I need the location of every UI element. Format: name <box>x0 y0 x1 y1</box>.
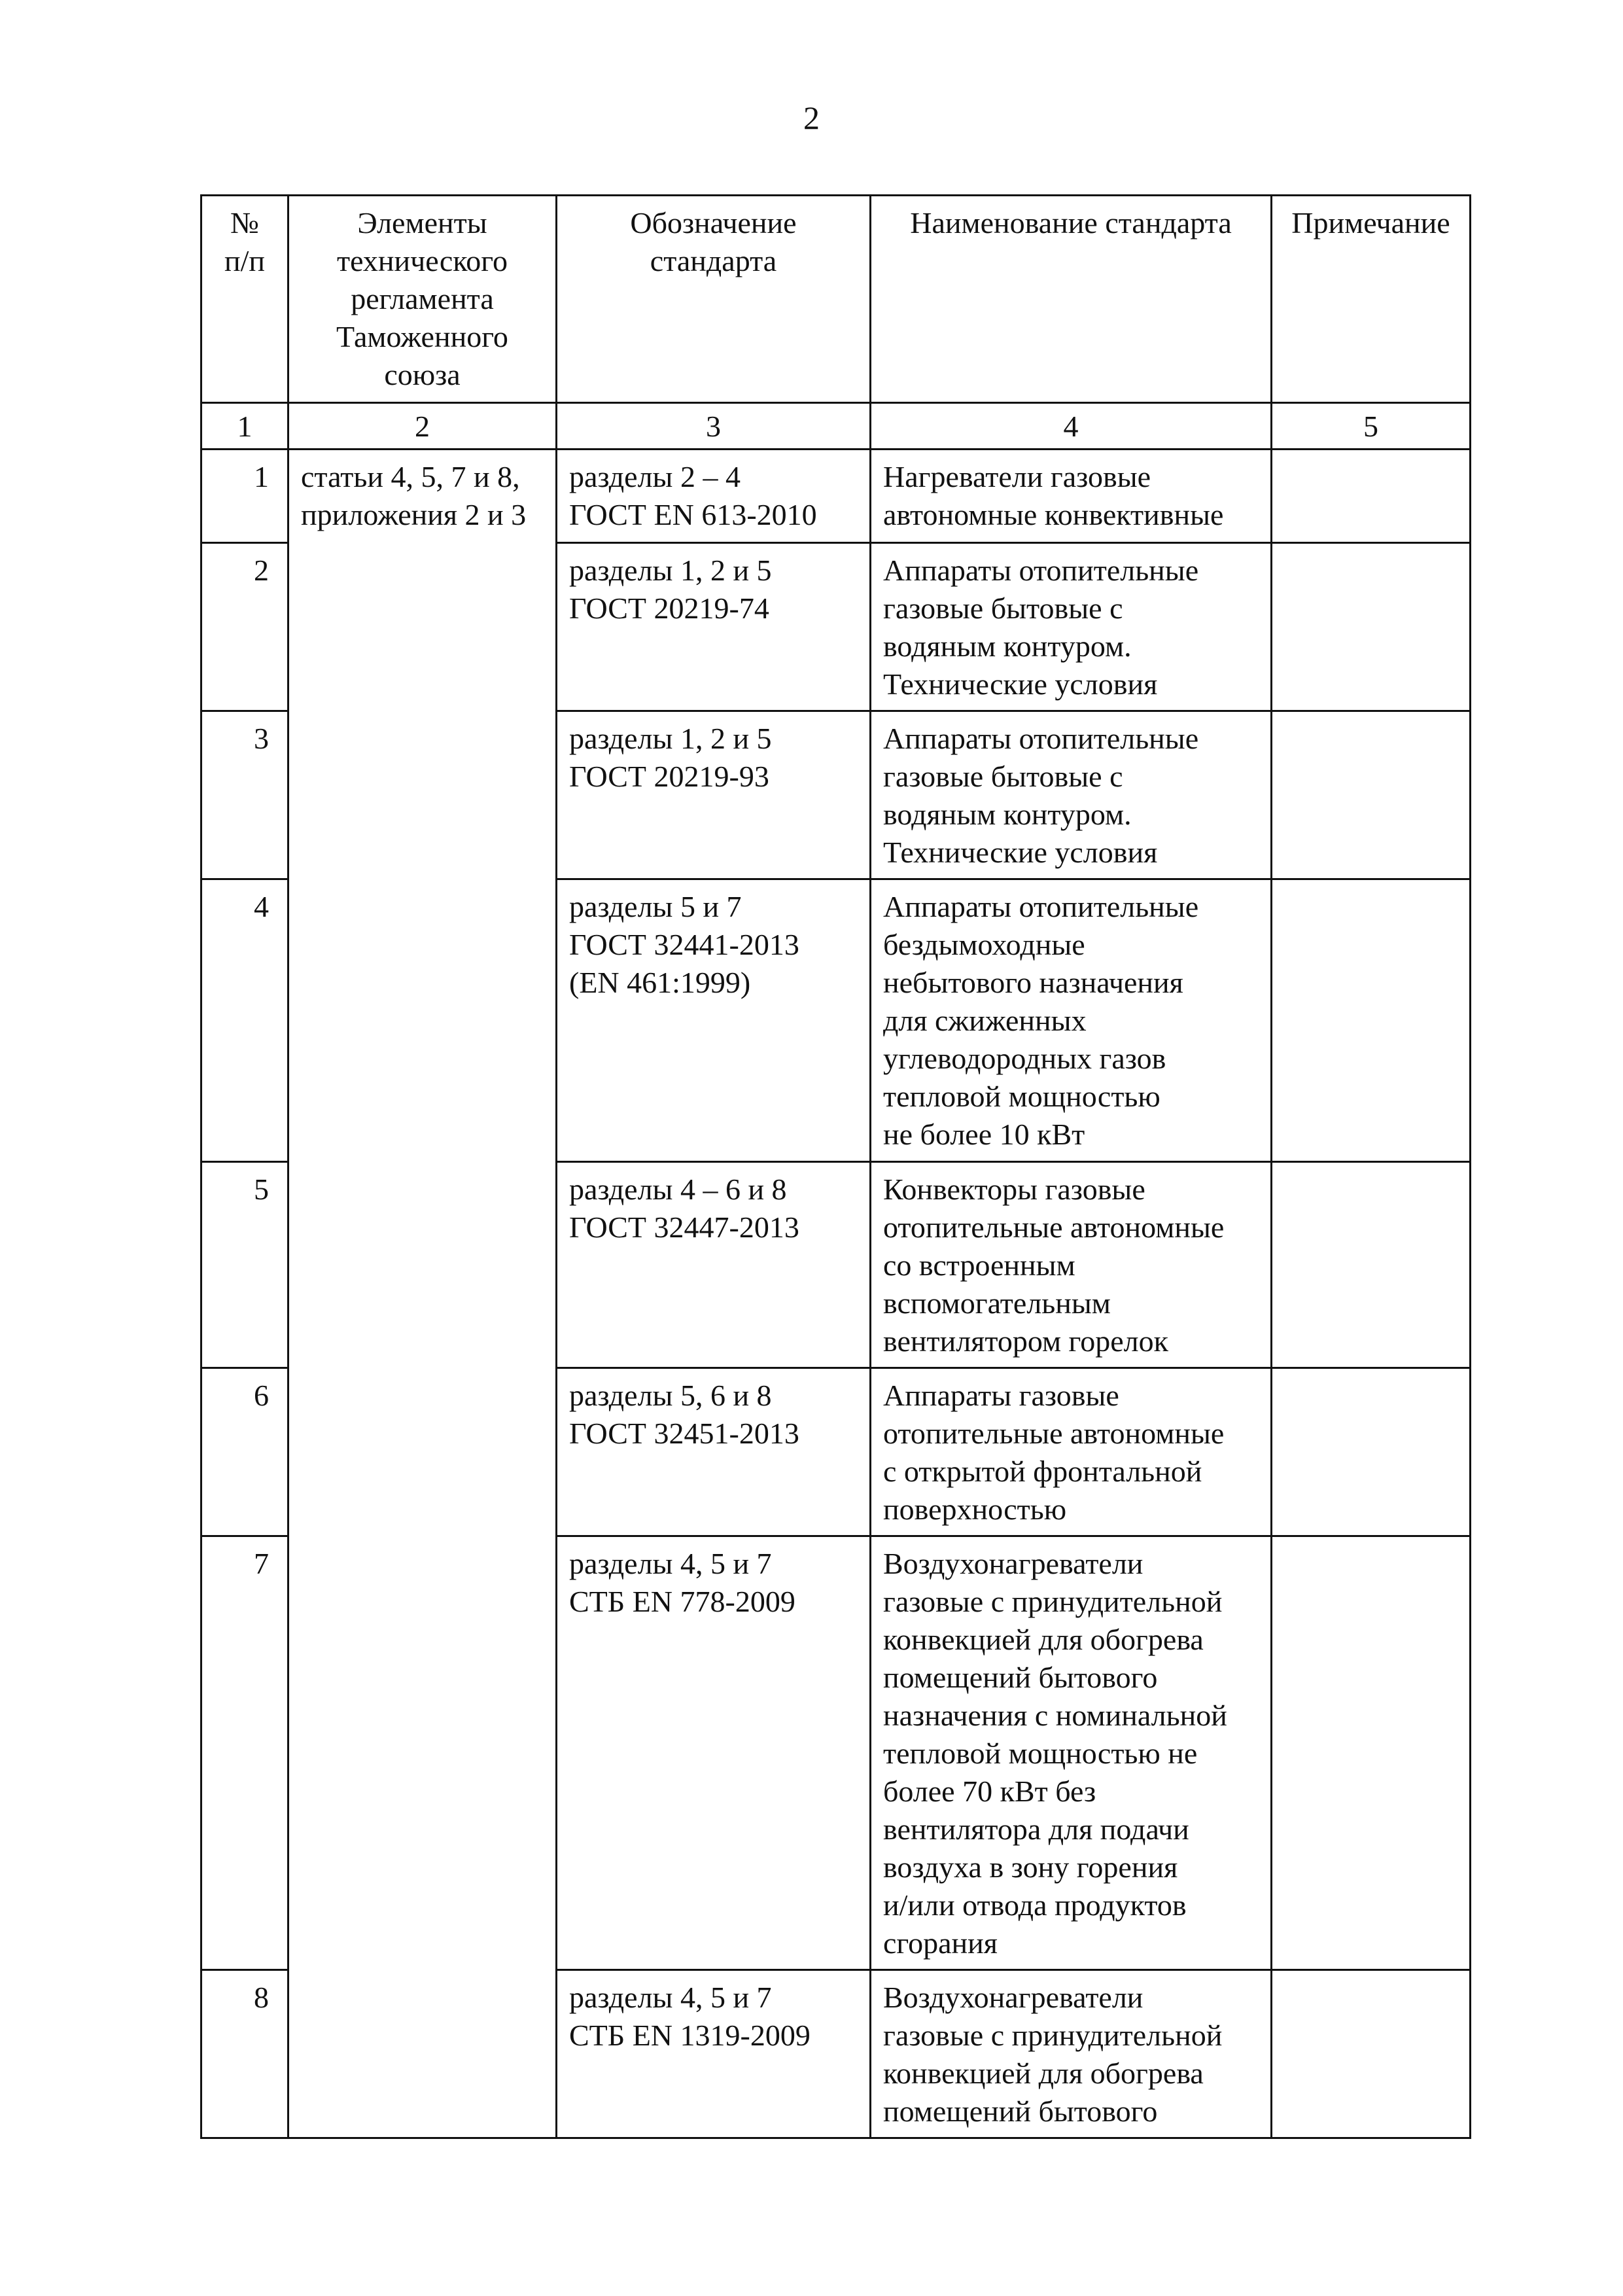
standard-note <box>1272 1970 1471 2138</box>
standard-name: Аппараты отопительные бездымоходные небытового назначения для сжиженных углеводородных газов тепловой мощностью не более 10 кВт <box>871 879 1272 1162</box>
header-note: Примечание <box>1272 196 1471 403</box>
row-number: 5 <box>201 1162 288 1368</box>
header-designation: Обозначение стандарта <box>557 196 871 403</box>
standard-note <box>1272 543 1471 711</box>
page-number: 2 <box>803 99 820 136</box>
standard-designation: разделы 5, 6 и 8 ГОСТ 32451-2013 <box>557 1368 871 1536</box>
standard-designation: разделы 4, 5 и 7 СТБ EN 778-2009 <box>557 1536 871 1970</box>
standard-name: Аппараты отопительные газовые бытовые с водяным контуром. Технические условия <box>871 543 1272 711</box>
standard-designation: разделы 1, 2 и 5 ГОСТ 20219-74 <box>557 543 871 711</box>
header-name: Наименование стандарта <box>871 196 1272 403</box>
standard-designation: разделы 4, 5 и 7 СТБ EN 1319-2009 <box>557 1970 871 2138</box>
table-row <box>201 450 1471 543</box>
column-number-row <box>201 403 1471 450</box>
standards-table <box>200 194 1471 2139</box>
column-number: 1 <box>201 403 288 450</box>
row-number: 7 <box>201 1536 288 1970</box>
standard-designation: разделы 2 – 4 ГОСТ EN 613-2010 <box>557 450 871 543</box>
header-elements: Элементы технического регламента Таможенного союза <box>288 196 557 403</box>
tr-elements-cell: статьи 4, 5, 7 и 8, приложения 2 и 3 <box>288 450 557 2138</box>
standard-name: Конвекторы газовые отопительные автономные со встроенным вспомогательным вентилятором горелок <box>871 1162 1272 1368</box>
column-number: 2 <box>288 403 557 450</box>
standard-name: Аппараты газовые отопительные автономные с открытой фронтальной поверхностью <box>871 1368 1272 1536</box>
standard-note <box>1272 879 1471 1162</box>
standard-name: Воздухонагреватели газовые с принудительной конвекцией для обогрева помещений бытового <box>871 1970 1272 2138</box>
standard-note <box>1272 711 1471 879</box>
column-number: 3 <box>557 403 871 450</box>
standard-designation: разделы 5 и 7 ГОСТ 32441-2013 (EN 461:1999) <box>557 879 871 1162</box>
standard-name: Воздухонагреватели газовые с принудительной конвекцией для обогрева помещений бытового назначения с номинальной тепловой мощностью не более 70 кВт без вентилятора для подачи воздуха в зону горения и/или отвода продуктов сгорания <box>871 1536 1272 1970</box>
standard-note <box>1272 1368 1471 1536</box>
standard-note <box>1272 1162 1471 1368</box>
row-number: 1 <box>201 450 288 543</box>
standard-note <box>1272 450 1471 543</box>
column-number: 5 <box>1272 403 1471 450</box>
standard-designation: разделы 1, 2 и 5 ГОСТ 20219-93 <box>557 711 871 879</box>
row-number: 3 <box>201 711 288 879</box>
standard-note <box>1272 1536 1471 1970</box>
row-number: 8 <box>201 1970 288 2138</box>
header-number: № п/п <box>201 196 288 403</box>
standard-name: Нагреватели газовые автономные конвективные <box>871 450 1272 543</box>
table-header-row <box>201 196 1471 403</box>
column-number: 4 <box>871 403 1272 450</box>
row-number: 4 <box>201 879 288 1162</box>
row-number: 2 <box>201 543 288 711</box>
row-number: 6 <box>201 1368 288 1536</box>
standard-designation: разделы 4 – 6 и 8 ГОСТ 32447-2013 <box>557 1162 871 1368</box>
standard-name: Аппараты отопительные газовые бытовые с водяным контуром. Технические условия <box>871 711 1272 879</box>
